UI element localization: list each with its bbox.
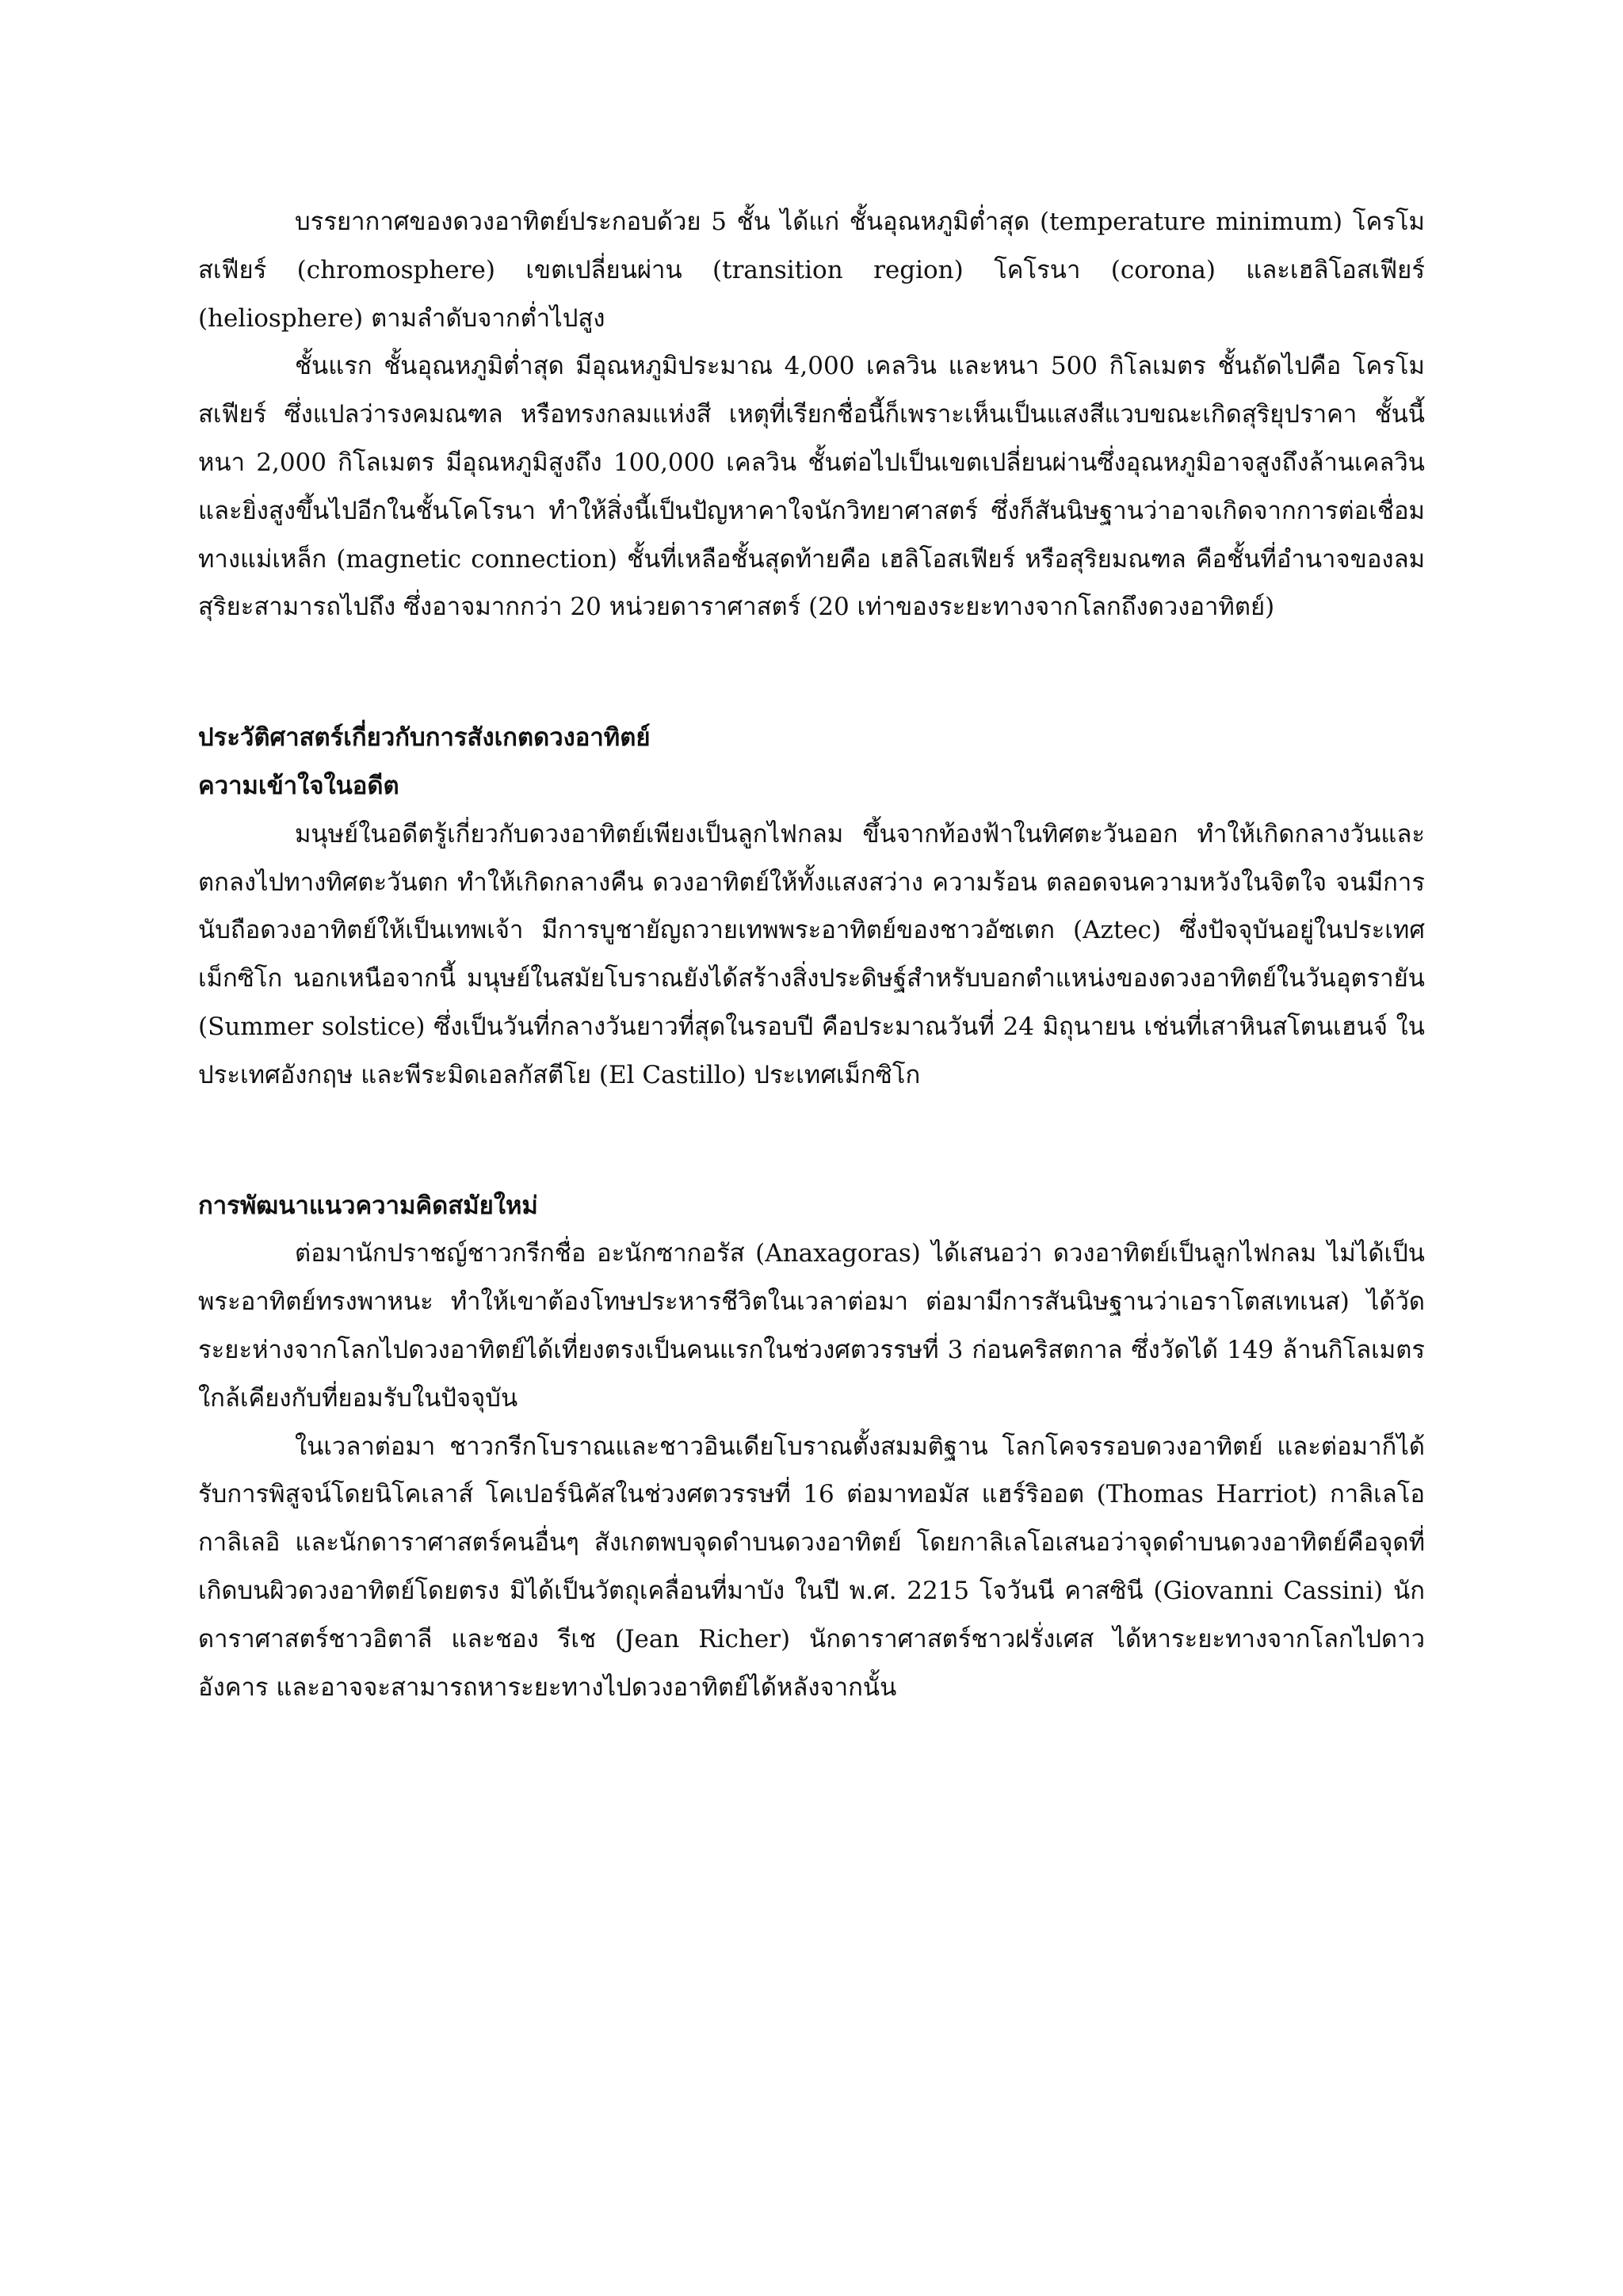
- paragraph-atmosphere-layers: บรรยากาศของดวงอาทิตย์ประกอบด้วย 5 ชั้น ได้แก่ ชั้นอุณหภูมิต่ำสุด (temperature minimum) โครโมสเฟียร์ (chromosphere) เขตเปลี่ยนผ่าน (transition region) โคโรนา (corona) และเฮลิโอสเฟียร์ (heliosphere) ตามลำดับจากต่ำไปสูง: [198, 208, 1425, 333]
- subheading-past-understanding: ความเข้าใจในอดีต: [198, 771, 399, 800]
- section-heading-modern: การพัฒนาแนวความคิดสมัยใหม่: [198, 1191, 538, 1220]
- paragraph-heliocentrism: ในเวลาต่อมา ชาวกรีกโบราณและชาวอินเดียโบราณตั้งสมมติฐาน โลกโคจรรอบดวงอาทิตย์ และต่อมาก็ได้รับการพิสูจน์โดยนิโคเลาส์ โคเปอร์นิคัสในช่วงศตวรรษที่ 16 ต่อมาทอมัส แฮร์ริออต (Thomas Harriot) กาลิเลโอ กาลิเลอิ และนักดาราศาสตร์คนอื่นๆ สังเกตพบจุดดำบนดวงอาทิตย์ โดยกาลิเลโอเสนอว่าจุดดำบนดวงอาทิตย์คือจุดที่เกิดบนผิวดวงอาทิตย์โดยตรง มิได้เป็นวัตถุเคลื่อนที่มาบัง ในปี พ.ศ. 2215 โจวันนี คาสซินี (Giovanni Cassini) นักดาราศาสตร์ชาวอิตาลี และชอง รีเช (Jean Richer) นักดาราศาสตร์ชาวฝรั่งเศส ได้หาระยะทางจากโลกไปดาวอังคาร และอาจจะสามารถหาระยะทางไปดวงอาทิตย์ได้หลังจากนั้น: [198, 1432, 1425, 1702]
- paragraph-layer-details: ชั้นแรก ชั้นอุณหภูมิต่ำสุด มีอุณหภูมิประมาณ 4,000 เคลวิน และหนา 500 กิโลเมตร ชั้นถัดไปคือ โครโมสเฟียร์ ซึ่งแปลว่ารงคมณฑล หรือทรงกลมแห่งสี เหตุที่เรียกชื่อนี้ก็เพราะเห็นเป็นแสงสีแวบขณะเกิดสุริยุปราคา ชั้นนี้หนา 2,000 กิโลเมตร มีอุณหภูมิสูงถึง 100,000 เคลวิน ชั้นต่อไปเป็นเขตเปลี่ยนผ่านซึ่งอุณหภูมิอาจสูงถึงล้านเคลวิน และยิ่งสูงขึ้นไปอีกในชั้นโคโรนา ทำให้สิ่งนี้เป็นปัญหาคาใจนักวิทยาศาสตร์ ซึ่งก็สันนิษฐานว่าอาจเกิดจากการต่อเชื่อมทางแม่เหล็ก (magnetic connection) ชั้นที่เหลือชั้นสุดท้ายคือ เฮลิโอสเฟียร์ หรือสุริยมณฑล คือชั้นที่อำนาจของลมสุริยะสามารถไปถึง ซึ่งอาจมากกว่า 20 หน่วยดาราศาสตร์ (20 เท่าของระยะทางจากโลกถึงดวงอาทิตย์): [198, 352, 1425, 622]
- paragraph-ancient-beliefs: มนุษย์ในอดีตรู้เกี่ยวกับดวงอาทิตย์เพียงเป็นลูกไฟกลม ขึ้นจากท้องฟ้าในทิศตะวันออก ทำให้เกิดกลางวันและตกลงไปทางทิศตะวันตก ทำให้เกิดกลางคืน ดวงอาทิตย์ให้ทั้งแสงสว่าง ความร้อน ตลอดจนความหวังในจิตใจ จนมีการนับถือดวงอาทิตย์ให้เป็นเทพเจ้า มีการบูชายัญถวายเทพพระอาทิตย์ของชาวอัซเตก (Aztec) ซึ่งปัจจุบันอยู่ในประเทศเม็กซิโก นอกเหนือจากนี้ มนุษย์ในสมัยโบราณยังได้สร้างสิ่งประดิษฐ์สำหรับบอกตำแหน่งของดวงอาทิตย์ในวันอุตรายัน (Summer solstice) ซึ่งเป็นวันที่กลางวันยาวที่สุดในรอบปี คือประมาณวันที่ 24 มิถุนายน เช่นที่เสาหินสโตนเฮนจ์ ในประเทศอังกฤษ และพีระมิดเอลกัสตีโย (El Castillo) ประเทศเม็กซิโก: [198, 819, 1425, 1089]
- section-spacer: [198, 1100, 1425, 1182]
- paragraph-anaxagoras: ต่อมานักปราชญ์ชาวกรีกชื่อ อะนักซากอรัส (Anaxagoras) ได้เสนอว่า ดวงอาทิตย์เป็นลูกไฟกลม ไม่ได้เป็นพระอาทิตย์ทรงพาหนะ ทำให้เขาต้องโทษประหารชีวิตในเวลาต่อมา ต่อมามีการสันนิษฐานว่าเอราโตสเทเนส) ได้วัดระยะห่างจากโลกไปดวงอาทิตย์ได้เที่ยงตรงเป็นคนแรกในช่วงศตวรรษที่ 3 ก่อนคริสตกาล ซึ่งวัดได้ 149 ล้านกิโลเมตร ใกล้เคียงกับที่ยอมรับในปัจจุบัน: [198, 1239, 1425, 1413]
- section-spacer: [198, 631, 1425, 714]
- section-heading-history: ประวัติศาสตร์เกี่ยวกับการสังเกตดวงอาทิตย์: [198, 723, 651, 753]
